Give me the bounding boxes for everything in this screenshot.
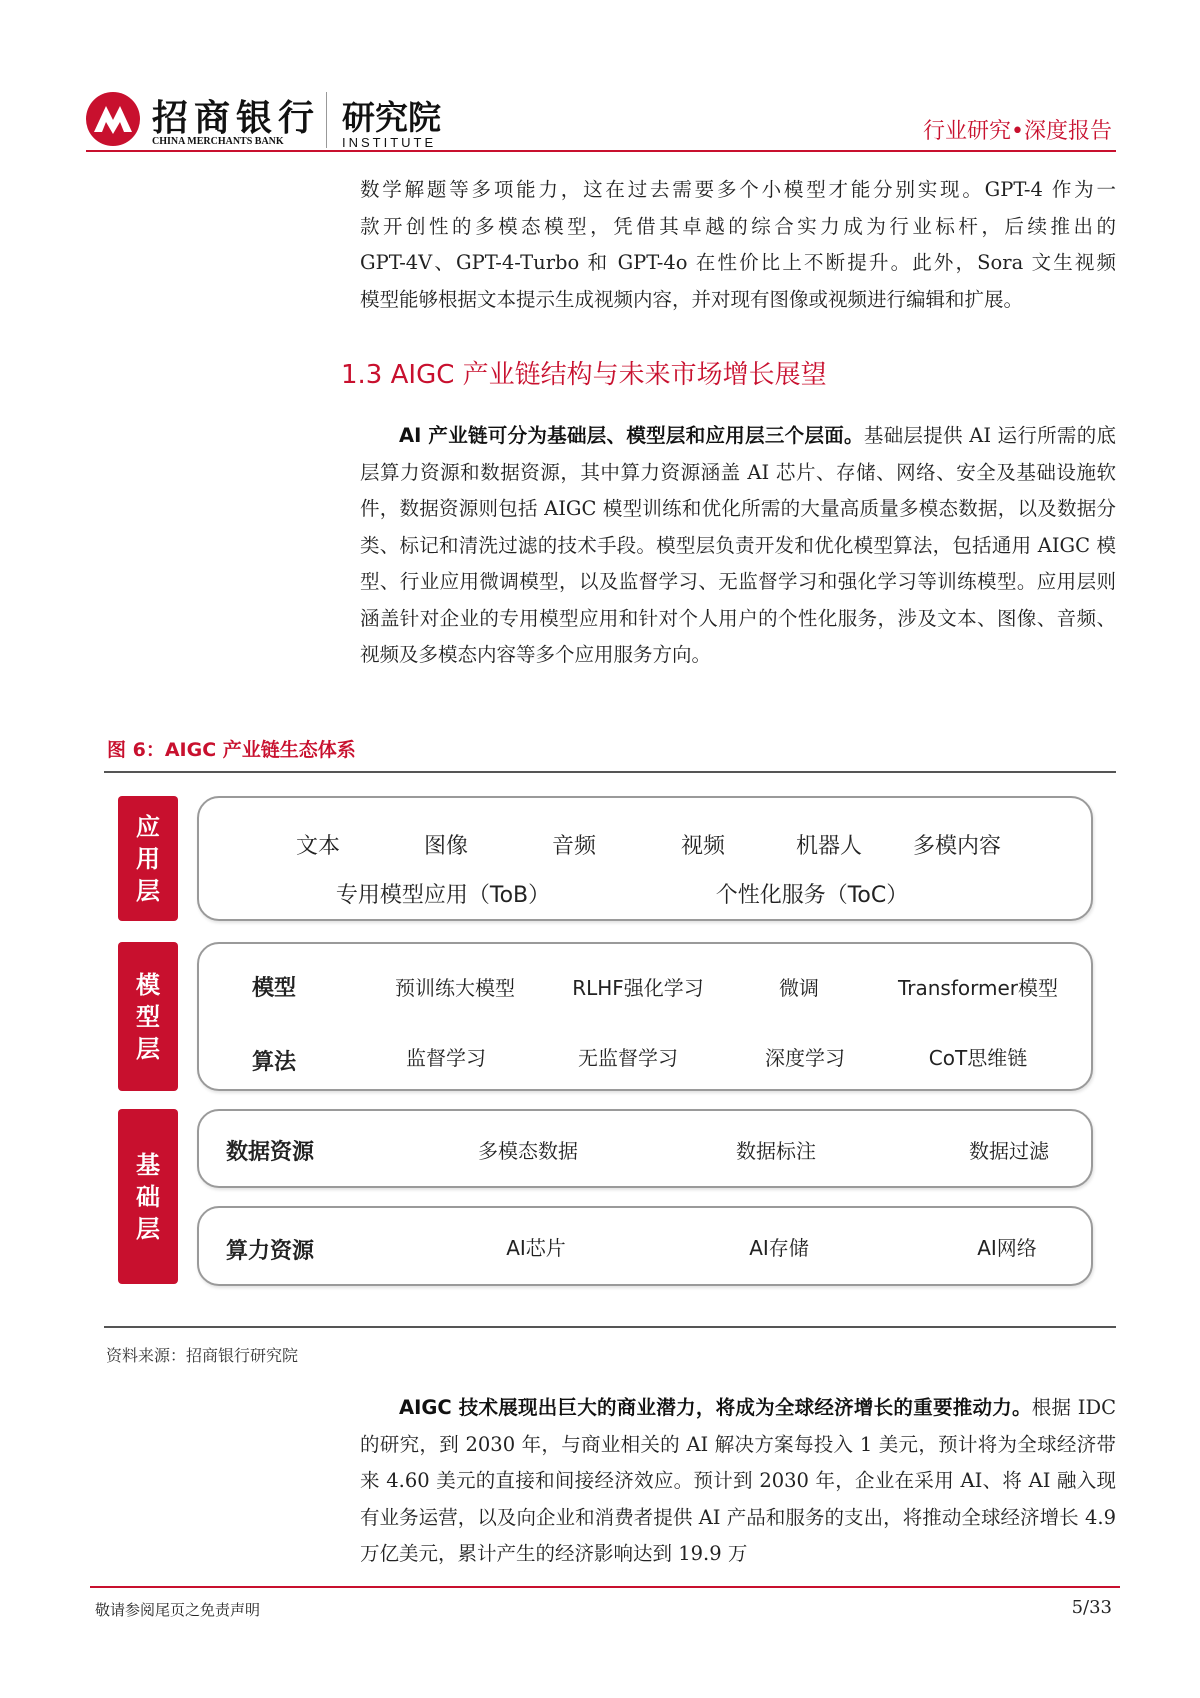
intro-line: 模型能够根据文本提示生成视频内容，并对现有图像或视频进行编辑和扩展。 [360, 287, 1024, 311]
app-item: 图像 [423, 834, 469, 859]
data-resources-label: 数据资源 [226, 1140, 315, 1165]
intro-line: GPT-4V、GPT-4-Turbo 和 GPT-4o 在性价比上不断提升。此外，Sora 文生视频 [360, 251, 1116, 274]
model-item: RLHF强化学习 [572, 976, 704, 1000]
model-item: Transformer模型 [897, 976, 1059, 1000]
compute-resources-label: 算力资源 [226, 1239, 315, 1264]
data-item: 数据过滤 [969, 1139, 1049, 1163]
report-type: 行业研究•深度报告 [923, 119, 1112, 144]
paragraph-industry-chain [360, 418, 1116, 674]
figure-bottom-rule [104, 1326, 1116, 1328]
model-layer-panel [197, 942, 1093, 1091]
algorithm-item: 深度学习 [765, 1046, 845, 1070]
compute-item: AI存储 [749, 1236, 809, 1260]
app-item: 音频 [551, 834, 597, 859]
compute-item: AI芯片 [506, 1236, 566, 1260]
figure-source: 资料来源：招商银行研究院 [106, 1346, 299, 1365]
bank-name-cn: 招商银行 [152, 98, 321, 139]
algorithm-row-label: 算法 [252, 1050, 297, 1075]
paragraph-text: 基础层提供 AI 运行所需的底层算力资源和数据资源，其中算力资源涵盖 AI 芯片、存储、网络、安全及基础设施软件，数据资源则包括 AIGC 模型训练和优化所需的大量高质量多模态数据，以及数据分类、标记和清洗过滤的技术手段。模型层负责开发和优化模型算法，包括通用 AIGC 模型、行业应用微调模型，以及监督学习、无监督学习和强化学习等训练模型。应用层则涵盖针对企业的专用模型应用和针对个人用户的个性化服务，涉及文本、图像、音频、视频及多模态内容等多个应用服务方向。 [360, 424, 1116, 666]
header-rule [86, 150, 1116, 152]
paragraph-lead: AI 产业链可分为基础层、模型层和应用层三个层面。 [399, 424, 864, 447]
paragraph-lead: AIGC 技术展现出巨大的商业潜力，将成为全球经济增长的重要推动力。 [399, 1396, 1032, 1419]
figure-title: 图 6：AIGC 产业链生态体系 [107, 739, 356, 761]
service-tob: 专用模型应用（ToB） [335, 883, 551, 908]
page-number: 5/33 [1071, 1597, 1112, 1618]
application-layer-label: 应用层 [118, 796, 178, 921]
app-item: 多模内容 [912, 834, 1002, 859]
compute-resources-panel [197, 1206, 1093, 1286]
section-heading: 1.3 AIGC 产业链结构与未来市场增长展望 [341, 360, 827, 390]
footer-rule [90, 1586, 1120, 1588]
model-row-label: 模型 [252, 976, 297, 1001]
data-resources-panel [197, 1109, 1093, 1188]
paragraph-text: 根据 IDC 的研究，到 2030 年，与商业相关的 AI 解决方案每投入 1 美元，预计将为全球经济带来 4.60 美元的直接和间接经济效应。预计到 2030 年，企业在采用 AI、将 AI 融入现有业务运营，以及向企业和消费者提供 AI 产品和服务的支出，将推动全球经济增长 4.9 万亿美元，累计产生的经济影响达到 19.9 万 [360, 1396, 1117, 1565]
logo-divider [326, 92, 327, 148]
algorithm-item: 监督学习 [406, 1046, 486, 1070]
institute-name-cn: 研究院 [342, 98, 441, 137]
app-item: 文本 [295, 834, 341, 859]
intro-line: 数学解题等多项能力，这在过去需要多个小模型才能分别实现。GPT-4 作为一 [360, 178, 1116, 201]
institute-name-en: INSTITUTE [342, 135, 437, 150]
model-layer-label: 模型层 [118, 942, 178, 1091]
bank-name-en: CHINA MERCHANTS BANK [152, 136, 284, 147]
footer-disclaimer: 敬请参阅尾页之免责声明 [95, 1601, 261, 1619]
intro-line: 款开创性的多模态模型，凭借其卓越的综合实力成为行业标杆，后续推出的 [360, 214, 1116, 238]
data-item: 数据标注 [736, 1139, 816, 1163]
app-item: 机器人 [795, 834, 863, 859]
service-toc: 个性化服务（ToC） [715, 883, 909, 908]
algorithm-item: 无监督学习 [578, 1046, 678, 1070]
app-item: 视频 [680, 834, 726, 859]
bank-logo-icon [86, 92, 140, 146]
figure-top-rule [104, 771, 1116, 773]
paragraph-economic-impact [360, 1390, 1116, 1573]
algorithm-item: CoT思维链 [928, 1046, 1028, 1070]
compute-item: AI网络 [977, 1236, 1037, 1260]
base-layer-label: 基础层 [118, 1109, 178, 1284]
model-item: 微调 [779, 976, 819, 1000]
application-layer-panel [197, 796, 1093, 921]
intro-paragraph [360, 172, 1116, 318]
model-item: 预训练大模型 [395, 976, 515, 1000]
data-item: 多模态数据 [478, 1139, 578, 1163]
